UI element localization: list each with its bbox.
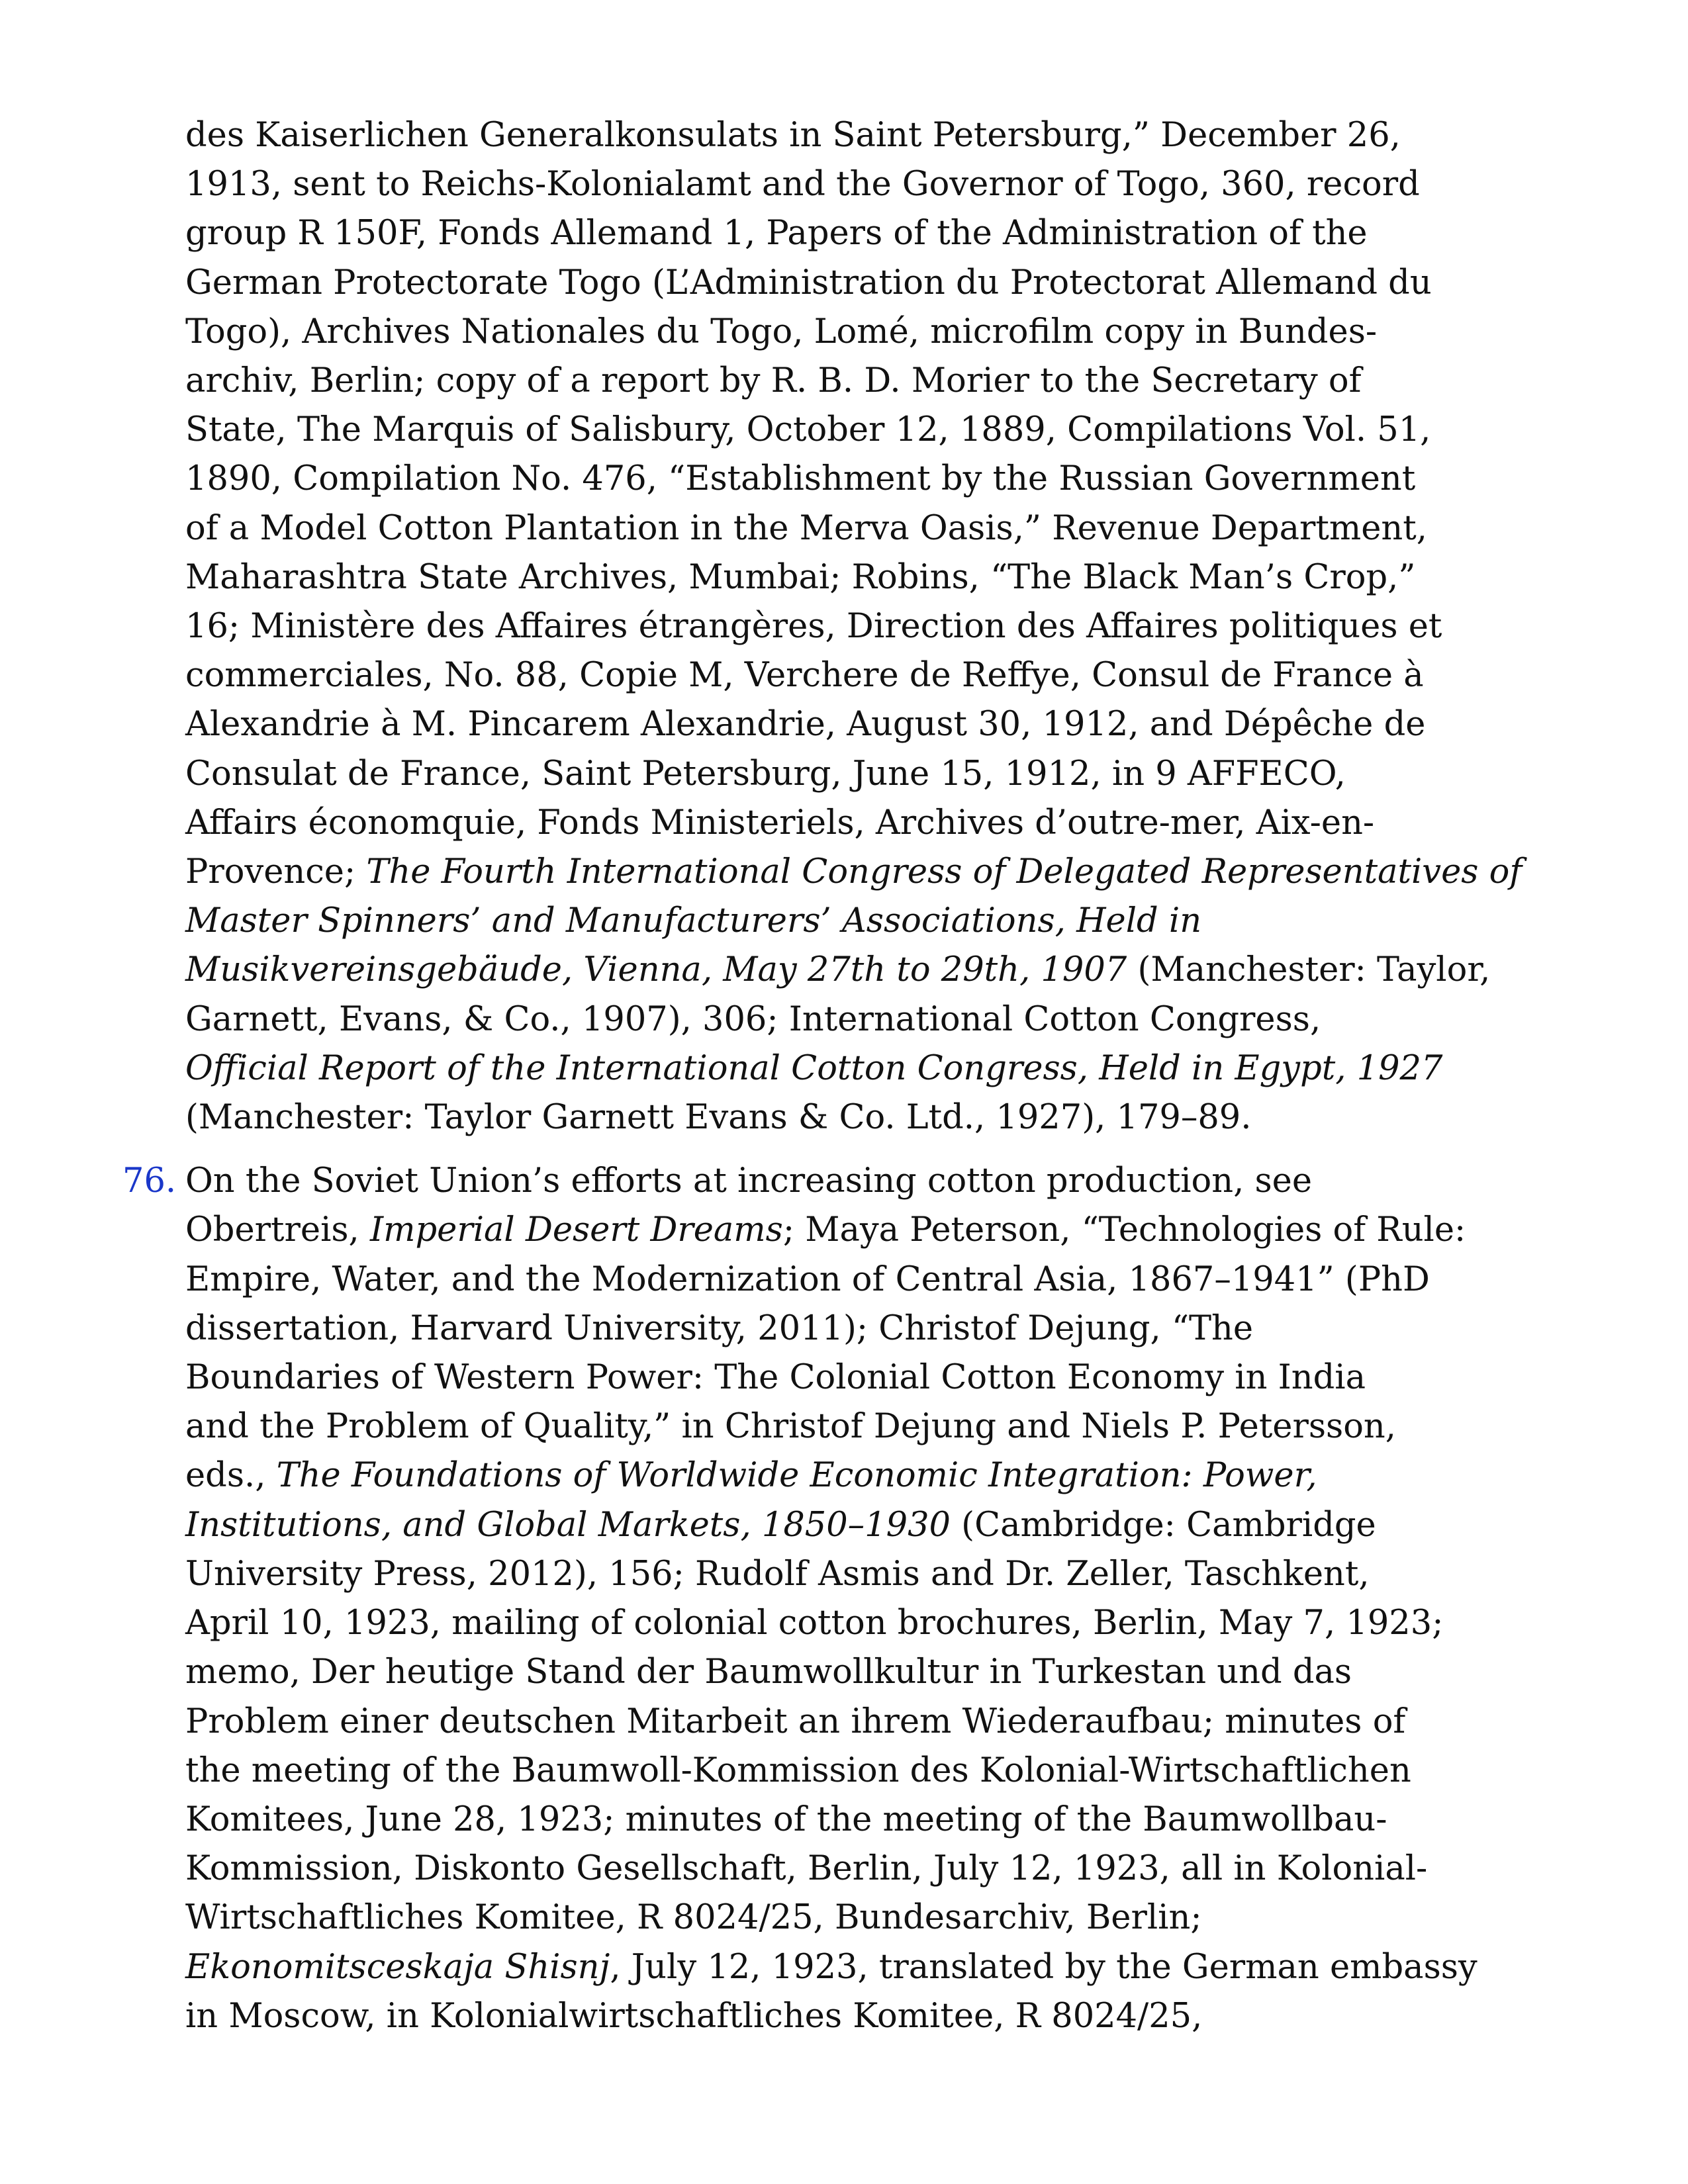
note-line [185, 1206, 1562, 1255]
note-line [185, 553, 1562, 602]
note-text: On the Soviet Union’s efforts at increasing cotton production, see [185, 1161, 1313, 1201]
italic-title-text: Official Report of the International Cotton Congress, Held in Egypt, 1927 [185, 1048, 1443, 1088]
note-line [185, 259, 1562, 308]
note-text: Wirtschaftliches Komitee, R 8024/25, Bundesarchiv, Berlin; [185, 1898, 1202, 1938]
note-text: dissertation, Harvard University, 2011); Christof Dejung, “The [185, 1308, 1254, 1348]
note-line [185, 1796, 1562, 1844]
note-text: Obertreis, [185, 1210, 370, 1250]
note-text: Maharashtra State Archives, Mumbai; Robins, “The Black Man’s Crop,” [185, 557, 1416, 597]
note-text: German Protectorate Togo (L’Administration du Protectorat Allemand du [185, 263, 1432, 302]
note-line [185, 1943, 1562, 1992]
note-line [185, 1304, 1562, 1353]
note-text: Garnett, Evans, & Co., 1907), 306; International Cotton Congress, [185, 999, 1321, 1039]
note-text: State, The Marquis of Salisbury, October 12, 1889, Compilations Vol. 51, [185, 410, 1431, 450]
note-text: Empire, Water, and the Modernization of Central Asia, 1867–1941” (PhD [185, 1259, 1430, 1299]
note-line [185, 406, 1562, 455]
note-line [185, 1550, 1562, 1599]
note-text: archiv, Berlin; copy of a report by R. B. D. Morier to the Secretary of [185, 361, 1362, 401]
italic-title-text: Institutions, and Global Markets, 1850–1930 [185, 1505, 951, 1545]
note-text: commerciales, No. 88, Copie M, Verchere de Reffye, Consul de France à [185, 656, 1424, 696]
note-line [185, 1501, 1562, 1550]
italic-title-text: The Foundations of Worldwide Economic Integration: Power, [276, 1456, 1317, 1496]
note-line [185, 1599, 1562, 1648]
note-line [185, 111, 1562, 160]
note-text: (Manchester: Taylor, [1127, 950, 1491, 990]
note-text: , July 12, 1923, translated by the German embassy [610, 1947, 1477, 1987]
endnote-continuation [185, 111, 1562, 1142]
note-text: ; Maya Peterson, “Technologies of Rule: [782, 1210, 1466, 1250]
note-text: group R 150F, Fonds Allemand 1, Papers of the Administration of the [185, 214, 1368, 253]
italic-title-text: Musikvereinsgebäude, Vienna, May 27th to 29th, 1907 [185, 950, 1127, 990]
note-text: the meeting of the Baumwoll-Kommission des Kolonial-Wirtschaftlichen [185, 1751, 1411, 1790]
note-line [185, 848, 1562, 897]
italic-title-text: Imperial Desert Dreams [369, 1210, 783, 1250]
note-text: Togo), Archives Nationales du Togo, Lomé, microfilm copy in Bundes- [185, 312, 1378, 351]
note-line [185, 1992, 1562, 2041]
note-line [185, 1044, 1562, 1093]
note-text: Consulat de France, Saint Petersburg, June 15, 1912, in 9 AFFECO, [185, 754, 1346, 794]
note-line [185, 1402, 1562, 1451]
italic-title-text: The Fourth International Congress of Delegated Representatives of [366, 852, 1523, 892]
note-text: Provence; [185, 852, 367, 892]
note-line [185, 504, 1562, 553]
note-line [185, 651, 1562, 700]
note-text: 1913, sent to Reichs-Kolonialamt and the Governor of Togo, 360, record [185, 165, 1420, 205]
note-text: in Moscow, in Kolonialwirtschaftliches Komitee, R 8024/25, [185, 1996, 1203, 2036]
note-line [185, 1844, 1562, 1893]
note-line [185, 1893, 1562, 1942]
note-line [185, 799, 1562, 848]
note-text: eds., [185, 1456, 277, 1496]
note-text: Problem einer deutschen Mitarbeit an ihrem Wiederaufbau; minutes of [185, 1702, 1406, 1741]
note-line [185, 897, 1562, 946]
note-line [185, 455, 1562, 504]
note-text: des Kaiserlichen Generalkonsulats in Saint Petersburg,” December 26, [185, 116, 1401, 155]
endnote-number-link[interactable]: 76. [122, 1161, 177, 1201]
note-text: University Press, 2012), 156; Rudolf Asmis and Dr. Zeller, Taschkent, [185, 1554, 1370, 1594]
note-text: 1890, Compilation No. 476, “Establishment by the Russian Government [185, 459, 1416, 499]
note-line [185, 308, 1562, 357]
note-line [185, 995, 1562, 1044]
note-line [185, 1255, 1562, 1304]
note-line [185, 160, 1562, 209]
note-text: Boundaries of Western Power: The Colonial Cotton Economy in India [185, 1358, 1366, 1398]
note-line [185, 357, 1562, 406]
endnotes-body [122, 111, 1562, 2041]
note-text: (Cambridge: Cambridge [950, 1505, 1376, 1545]
note-line [185, 1093, 1562, 1142]
note-text: Kommission, Diskonto Gesellschaft, Berlin, July 12, 1923, all in Kolonial- [185, 1849, 1428, 1889]
note-text: 16; Ministère des Affaires étrangères, Direction des Affaires politiques et [185, 607, 1442, 647]
note-line [185, 700, 1562, 749]
note-line [185, 750, 1562, 799]
italic-title-text: Ekonomitsceskaja Shisnj [185, 1947, 610, 1987]
note-text: (Manchester: Taylor Garnett Evans & Co. Ltd., 1927), 179–89. [185, 1098, 1252, 1138]
note-text: of a Model Cotton Plantation in the Merva Oasis,” Revenue Department, [185, 508, 1427, 548]
note-text: Affairs économquie, Fonds Ministeriels, Archives d’outre-mer, Aix-en- [185, 803, 1375, 842]
note-line [185, 1353, 1562, 1402]
note-line [185, 946, 1562, 995]
note-line [185, 1747, 1562, 1796]
note-text: memo, Der heutige Stand der Baumwollkultur in Turkestan und das [185, 1653, 1352, 1692]
endnote-76 [122, 1157, 1562, 2041]
note-line [185, 1451, 1562, 1500]
note-text: April 10, 1923, mailing of colonial cotton brochures, Berlin, May 7, 1923; [185, 1604, 1444, 1643]
note-text: Alexandrie à M. Pincarem Alexandrie, August 30, 1912, and Dépêche de [185, 705, 1426, 745]
note-line [185, 1698, 1562, 1747]
italic-title-text: Master Spinners’ and Manufacturers’ Associations, Held in [185, 901, 1202, 941]
note-text: Komitees, June 28, 1923; minutes of the meeting of the Baumwollbau- [185, 1799, 1387, 1839]
note-line [185, 1648, 1562, 1697]
note-line [185, 1157, 1562, 1206]
note-text: and the Problem of Quality,” in Christof Dejung and Niels P. Petersson, [185, 1407, 1396, 1447]
note-line [185, 209, 1562, 258]
note-line [185, 602, 1562, 651]
